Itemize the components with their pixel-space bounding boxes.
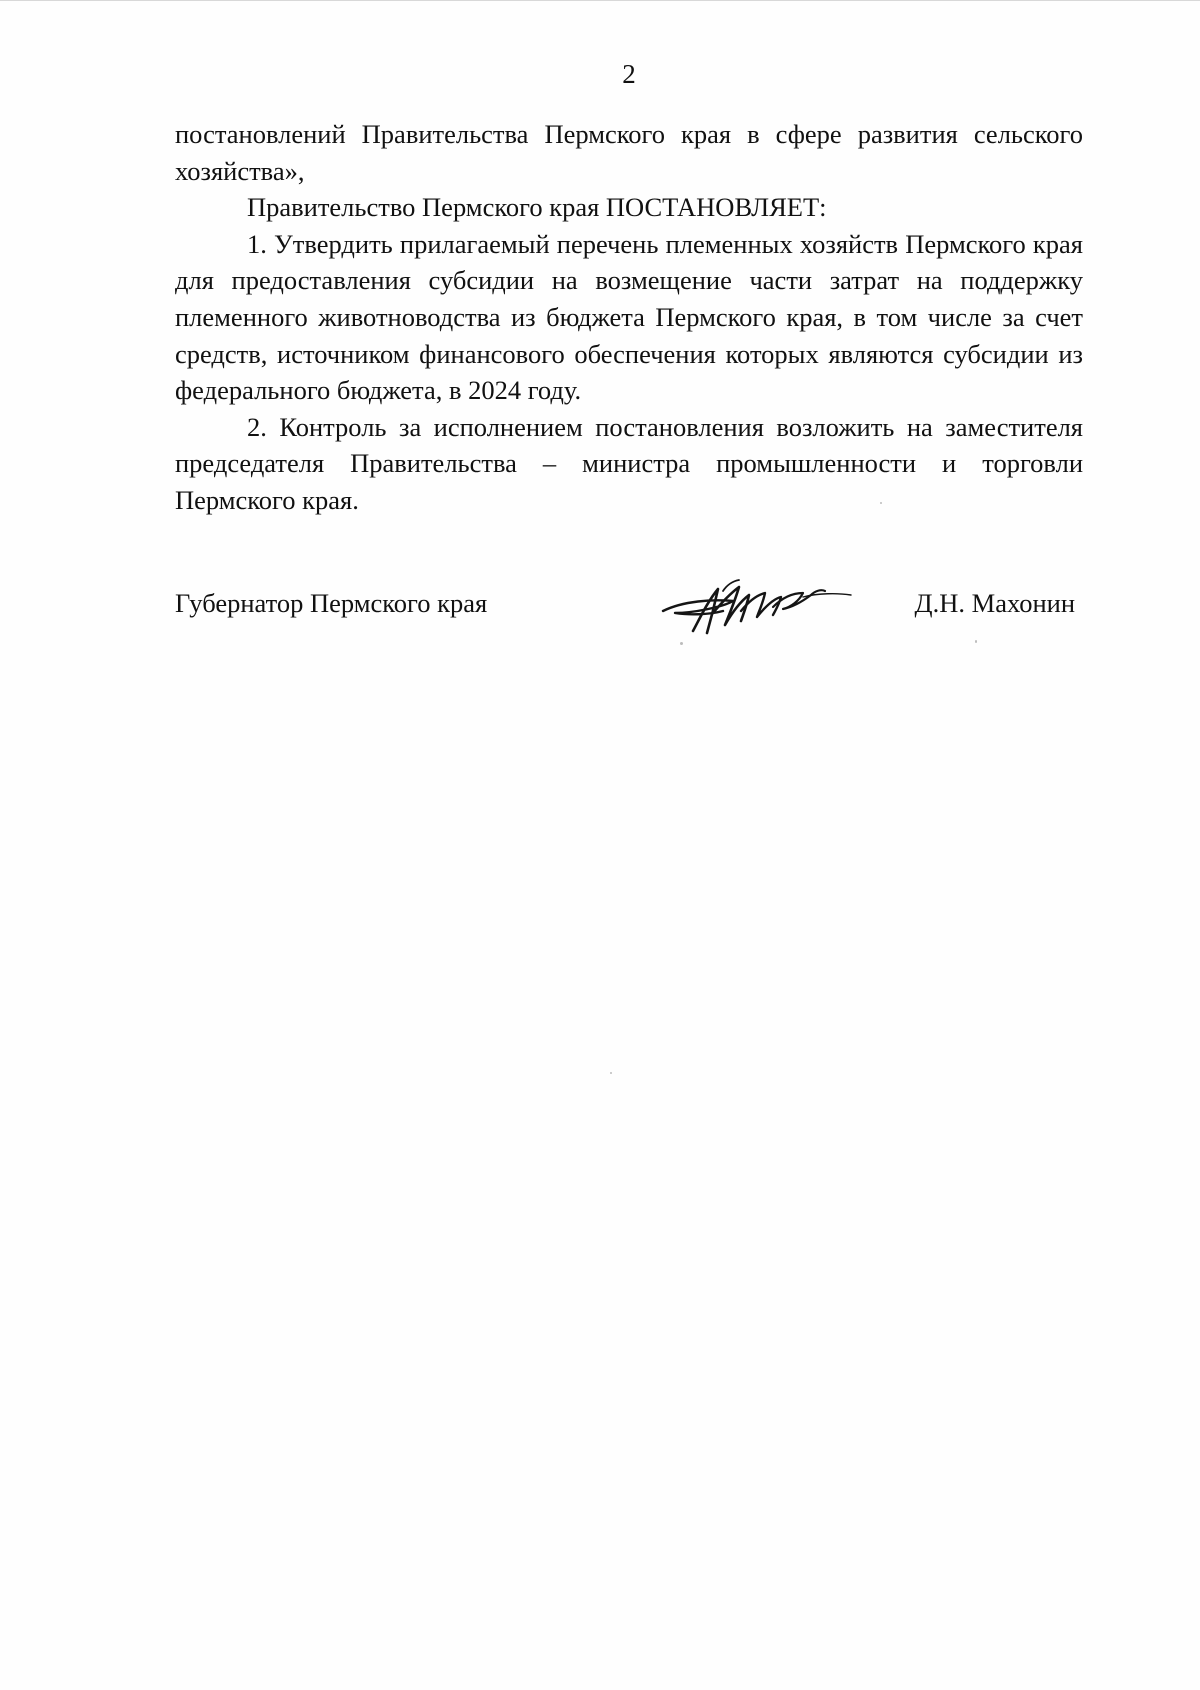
handwritten-signature — [653, 571, 853, 641]
signature-block — [175, 585, 1083, 665]
page-number: 2 — [622, 59, 636, 89]
scan-speck — [680, 642, 683, 645]
signer-title: Губернатор Пермского края — [175, 588, 488, 618]
scan-speck — [975, 640, 977, 643]
scan-speck — [610, 1072, 612, 1074]
paragraph-item-1: 1. Утвердить прилагаемый перечень племенных хозяйств Пермского края для предоставления субсидии на возмещение части затрат на поддержку племенного животноводства из бюджета Пермского края, в том числе за счет средств, источником финансового обеспечения которых являются субсидии из федерального бюджета, в 2024 году. — [175, 228, 1083, 406]
document-body — [175, 116, 1083, 519]
paragraph-preamble-continuation: постановлений Правительства Пермского края в сфере развития сельского хозяйства», — [175, 119, 1083, 186]
page-top-edge — [0, 0, 1200, 1]
paragraph-item-2: 2. Контроль за исполнением постановления возложить на заместителя председателя Правительства – министра промышленности и торговли Пермского края. — [175, 411, 1083, 515]
signer-name: Д.Н. Махонин — [914, 588, 1075, 618]
paragraph-resolves: Правительство Пермского края ПОСТАНОВЛЯЕТ: — [247, 192, 827, 223]
scan-speck — [880, 502, 882, 504]
